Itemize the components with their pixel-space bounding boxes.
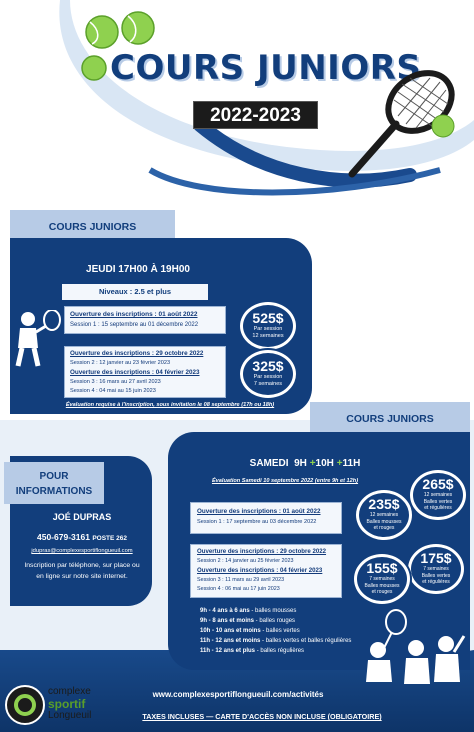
- progressive-schedule: SAMEDI 9H +10H +11H: [249, 458, 361, 469]
- junior-players-icon: [356, 608, 470, 694]
- age-group: 11h - 12 ans et moins: [200, 638, 261, 644]
- price-label: 12 semaines: [369, 512, 399, 518]
- logo-text: [48, 686, 114, 722]
- price-label: Par session: [253, 326, 283, 332]
- age-desc: - balles mousses: [249, 608, 297, 614]
- contact-name: JOÉ DUPRAS: [52, 512, 112, 522]
- intermediate-session-2: Session 2 : 12 janvier au 23 février 2023: [70, 359, 171, 366]
- progressive-price-265: [410, 470, 466, 520]
- contact-phone[interactable]: 450-679-3161: [37, 532, 90, 542]
- intermediate-session-1: Session 1 : 15 septembre au 01 décembre 2022: [70, 322, 199, 328]
- schedule-day: SAMEDI: [249, 458, 289, 469]
- logo-line-3: Longueuil: [48, 710, 92, 721]
- age-desc: - balles vertes et balles régulières: [260, 638, 352, 644]
- price-label: Balles vertes: [421, 572, 451, 579]
- progressive-session-1: Session 1 : 17 septembre au 03 décembre 2022: [197, 519, 317, 525]
- progressive-session2-box: [190, 544, 342, 598]
- intermediate-evaluation-note: Évaluation requise à l'inscription, sous invitation le 08 septembre (17h ou 18h): [65, 402, 275, 408]
- season-badge: 2022-2023: [193, 101, 318, 129]
- price-label: 12 semaines: [252, 333, 284, 339]
- info-title-banner: [4, 462, 104, 504]
- contact-phone-row: [12, 532, 152, 542]
- price-amount: 265$: [422, 476, 454, 492]
- intermediate-schedule: JEUDI 17H00 À 19H00: [86, 264, 190, 275]
- logo-mark-icon: [4, 684, 46, 726]
- schedule-time: 10H: [315, 458, 334, 469]
- info-title-line1: POUR: [39, 471, 69, 482]
- progressive-title-line1: COURS JUNIORS: [346, 413, 434, 425]
- intermediate-opening-1: Ouverture des inscriptions : 01 août 2022: [70, 311, 198, 318]
- price-amount: 325$: [252, 358, 284, 374]
- info-title-line2: INFORMATIONS: [15, 486, 93, 497]
- price-label: Balles mousses: [364, 582, 400, 589]
- price-amount: 175$: [420, 550, 452, 566]
- intermediate-session2-box: [64, 346, 226, 398]
- schedule-time: 11H: [342, 458, 361, 469]
- price-label: 7 semaines: [253, 381, 283, 387]
- info-text-1: Inscription par téléphone, sur place ou: [24, 562, 140, 569]
- info-contact: [12, 512, 152, 582]
- price-label: Balles mousses: [366, 518, 402, 525]
- intermediate-price-325: [240, 350, 296, 398]
- intermediate-opening-2: Ouverture des inscriptions : 29 octobre 2022: [70, 350, 204, 357]
- progressive-price-155: [354, 554, 410, 604]
- age-group: 9h - 4 ans à 6 ans: [200, 608, 250, 614]
- age-group: 9h - 8 ans et moins: [200, 618, 255, 624]
- progressive-opening-2: Ouverture des inscriptions : 29 octobre 2022: [197, 548, 327, 555]
- progressive-opening-3: Ouverture des inscriptions : 04 février 2023: [197, 567, 323, 575]
- price-label: et régulières: [422, 579, 450, 585]
- intermediate-session-4: Session 4 : 04 mai au 15 juin 2023: [70, 388, 156, 394]
- progressive-session-4: Session 4 : 06 mai au 17 juin 2023: [197, 586, 280, 593]
- schedule-time: 9H: [294, 458, 307, 469]
- contact-ext: POSTE 262: [92, 535, 127, 542]
- age-desc: - balles vertes: [260, 628, 300, 634]
- logo-line-2: sportif: [48, 697, 86, 711]
- intermediate-price-525: [240, 302, 296, 350]
- progressive-evaluation-note: Évaluation Samedi 10 septembre 2022 (entre 9h et 12h): [211, 478, 359, 484]
- progressive-price-235: [356, 490, 412, 540]
- intermediate-session1-box: [64, 306, 226, 334]
- price-amount: 525$: [252, 310, 284, 326]
- progressive-opening-1: Ouverture des inscriptions : 01 août 2022: [197, 508, 321, 515]
- progressive-session-2: Session 2 : 14 janvier au 25 février 2023: [197, 557, 294, 564]
- price-label: et régulières: [424, 505, 452, 511]
- price-label: Balles vertes: [423, 498, 453, 505]
- intermediate-title-line1: COURS JUNIORS: [48, 221, 137, 233]
- age-desc: - balles régulières: [255, 648, 305, 654]
- intermediate-level-badge: Niveaux : 2.5 et plus: [62, 284, 208, 300]
- progressive-session1-box: [190, 502, 342, 534]
- info-text-2: en ligne sur notre site internet.: [36, 573, 128, 580]
- taxes-note: TAXES INCLUSES — CARTE D'ACCÈS NON INCLUSE (OBLIGATOIRE): [142, 712, 382, 721]
- price-label: 12 semaines: [423, 492, 453, 498]
- tennis-racket-icon: [340, 62, 465, 187]
- price-label: Par session: [253, 374, 283, 380]
- price-label: et rouges: [373, 525, 395, 531]
- price-label: et rouges: [371, 589, 393, 595]
- junior-player-icon: [12, 310, 62, 370]
- price-amount: 235$: [368, 496, 400, 512]
- intermediate-session-3: Session 3 : 16 mars au 27 avril 2023: [70, 378, 161, 385]
- intermediate-opening-3: Ouverture des inscriptions : 04 février 2023: [70, 369, 200, 376]
- age-group: 10h - 10 ans et moins: [200, 628, 261, 634]
- page-title: COURS JUNIORS: [110, 48, 422, 88]
- age-desc: - balles rouges: [254, 618, 296, 624]
- price-amount: 155$: [366, 560, 398, 576]
- price-label: 7 semaines: [369, 576, 395, 582]
- contact-email[interactable]: jdupras@complexesportiflongueuil.com: [31, 548, 133, 554]
- price-label: 7 semaines: [423, 566, 449, 572]
- progressive-price-175: [408, 544, 464, 594]
- age-group: 11h - 12 ans et plus: [200, 648, 256, 654]
- logo-line-1: complexe: [48, 686, 91, 697]
- footer-logo: [4, 684, 114, 726]
- progressive-session-3: Session 3 : 11 mars au 29 avril 2023: [197, 576, 285, 583]
- website-link[interactable]: www.complexesportiflongueuil.com/activités: [152, 690, 324, 699]
